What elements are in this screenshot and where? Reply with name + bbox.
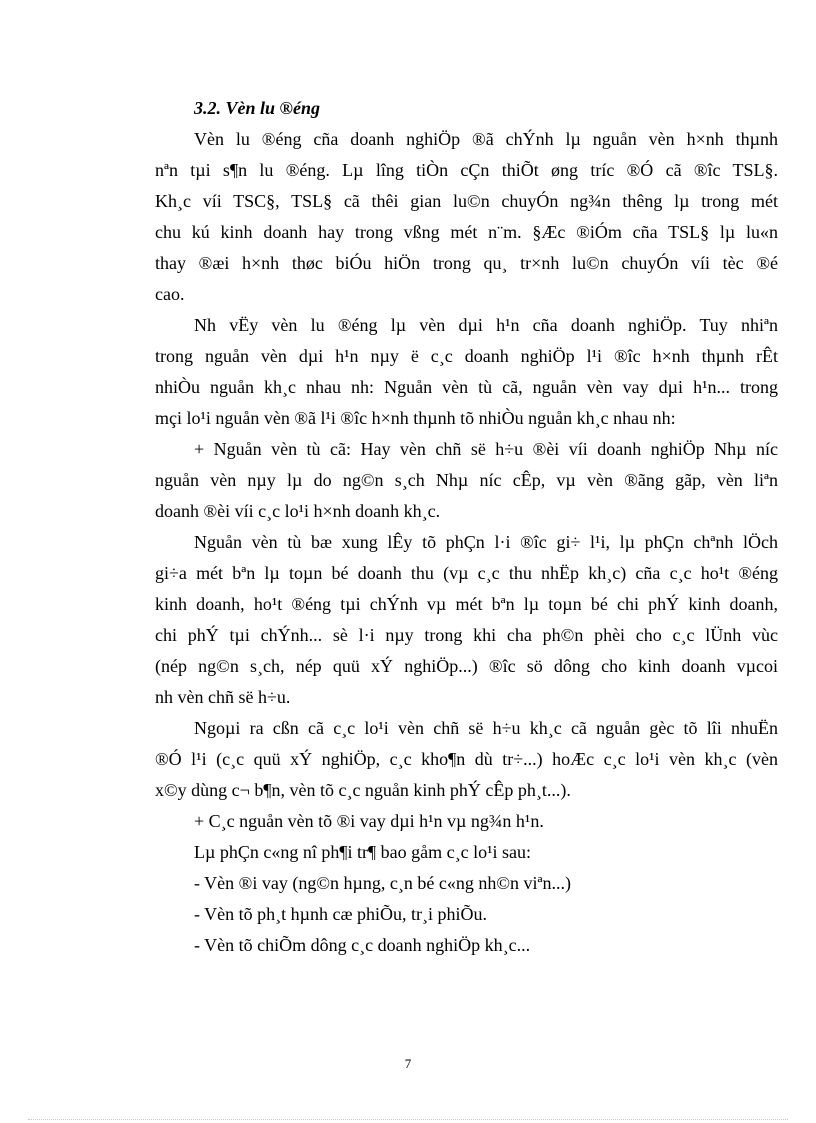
body-line: nhiÒu nguån kh¸c nhau nh: Nguån vèn tù cã, nguån vèn vay dµi h¹n... trong (155, 377, 778, 397)
body-line: Ngoµi ra cßn cã c¸c lo¹i vèn chñ së h÷u kh¸c cã nguån gèc tõ lîi nhuËn (194, 718, 778, 738)
body-line: trong nguån vèn dµi h¹n nµy ë c¸c doanh nghiÖp l¹i ®îc h×nh thµnh rÊt (155, 346, 778, 366)
body-line: Nh vËy vèn lu ®éng lµ vèn dµi h¹n cña doanh nghiÖp. Tuy nhiªn (194, 315, 778, 335)
body-line: Nguån vèn tù bæ xung lÊy tõ phÇn l·i ®îc gi÷ l¹i, lµ phÇn chªnh lÖch (194, 532, 778, 552)
section-heading: 3.2. Vèn lu ®éng (194, 98, 320, 118)
body-line: mçi lo¹i nguån vèn ®ã l¹i ®îc h×nh thµnh tõ nhiÒu nguån kh¸c nhau nh: (155, 408, 676, 428)
body-line: gi÷a mét bªn lµ toµn bé doanh thu (vµ c¸c thu nhËp kh¸c) cña c¸c ho¹t ®éng (155, 563, 778, 583)
body-line: ®Ó l¹i (c¸c quü xÝ nghiÖp, c¸c kho¶n dù tr÷...) hoÆc c¸c lo¹i vèn kh¸c (vèn (155, 749, 778, 769)
body-line: nguån vèn nµy lµ do ng©n s¸ch Nhµ níc cÊp, vµ vèn ®ãng gãp, vèn liªn (155, 470, 778, 490)
list-item: - Vèn ®i vay (ng©n hµng, c¸n bé c«ng nh©n viªn...) (194, 873, 571, 893)
body-line: Lµ phÇn c«ng nî ph¶i tr¶ bao gåm c¸c lo¹i sau: (194, 842, 532, 862)
page-bottom-divider (28, 1119, 788, 1120)
list-item: - Vèn tõ ph¸t hµnh cæ phiÕu, tr¸i phiÕu. (194, 904, 488, 924)
page-number: 7 (404, 1056, 412, 1071)
body-line: + C¸c nguån vèn tõ ®i vay dµi h¹n vµ ng¾n h¹n. (194, 811, 544, 831)
list-item: - Vèn tõ chiÕm dông c¸c doanh nghiÖp kh¸c... (194, 935, 531, 955)
body-line: thay ®æi h×nh thøc biÓu hiÖn trong qu¸ tr×nh lu©n chuyÓn víi tèc ®é (155, 253, 778, 273)
body-line: doanh ®èi víi c¸c lo¹i h×nh doanh kh¸c. (155, 501, 441, 521)
body-line: chi phÝ tµi chÝnh... sè l·i nµy trong khi cha ph©n phèi cho c¸c lÜnh vùc (155, 625, 778, 645)
body-line: + Nguån vèn tù cã: Hay vèn chñ së h÷u ®èi víi doanh nghiÖp Nhµ níc (194, 439, 778, 459)
body-line: cao. (155, 284, 185, 304)
body-line: (nép ng©n s¸ch, nép quü xÝ nghiÖp...) ®îc sö dông cho kinh doanh vµcoi (155, 656, 778, 676)
body-line: kinh doanh, ho¹t ®éng tµi chÝnh vµ mét bªn lµ toµn bé chi phÝ kinh doanh, (155, 594, 778, 614)
body-line: nh vèn chñ së h÷u. (155, 687, 291, 707)
body-line: x©y dùng c¬ b¶n, vèn tõ c¸c nguån kinh phÝ cÊp ph¸t...). (155, 780, 571, 800)
body-line: nªn tµi s¶n lu ®éng. Lµ lîng tiÒn cÇn thiÕt øng tríc ®Ó cã ®îc TSL§. (155, 160, 778, 180)
body-line: Vèn lu ®éng cña doanh nghiÖp ®ã chÝnh lµ nguån vèn h×nh thµnh (194, 129, 778, 149)
body-line: Kh¸c víi TSC§, TSL§ cã thêi gian lu©n chuyÓn ng¾n thêng lµ trong mét (155, 191, 778, 211)
body-line: chu kú kinh doanh hay trong vßng mét n¨m. §Æc ®iÓm cña TSL§ lµ lu«n (155, 222, 778, 242)
